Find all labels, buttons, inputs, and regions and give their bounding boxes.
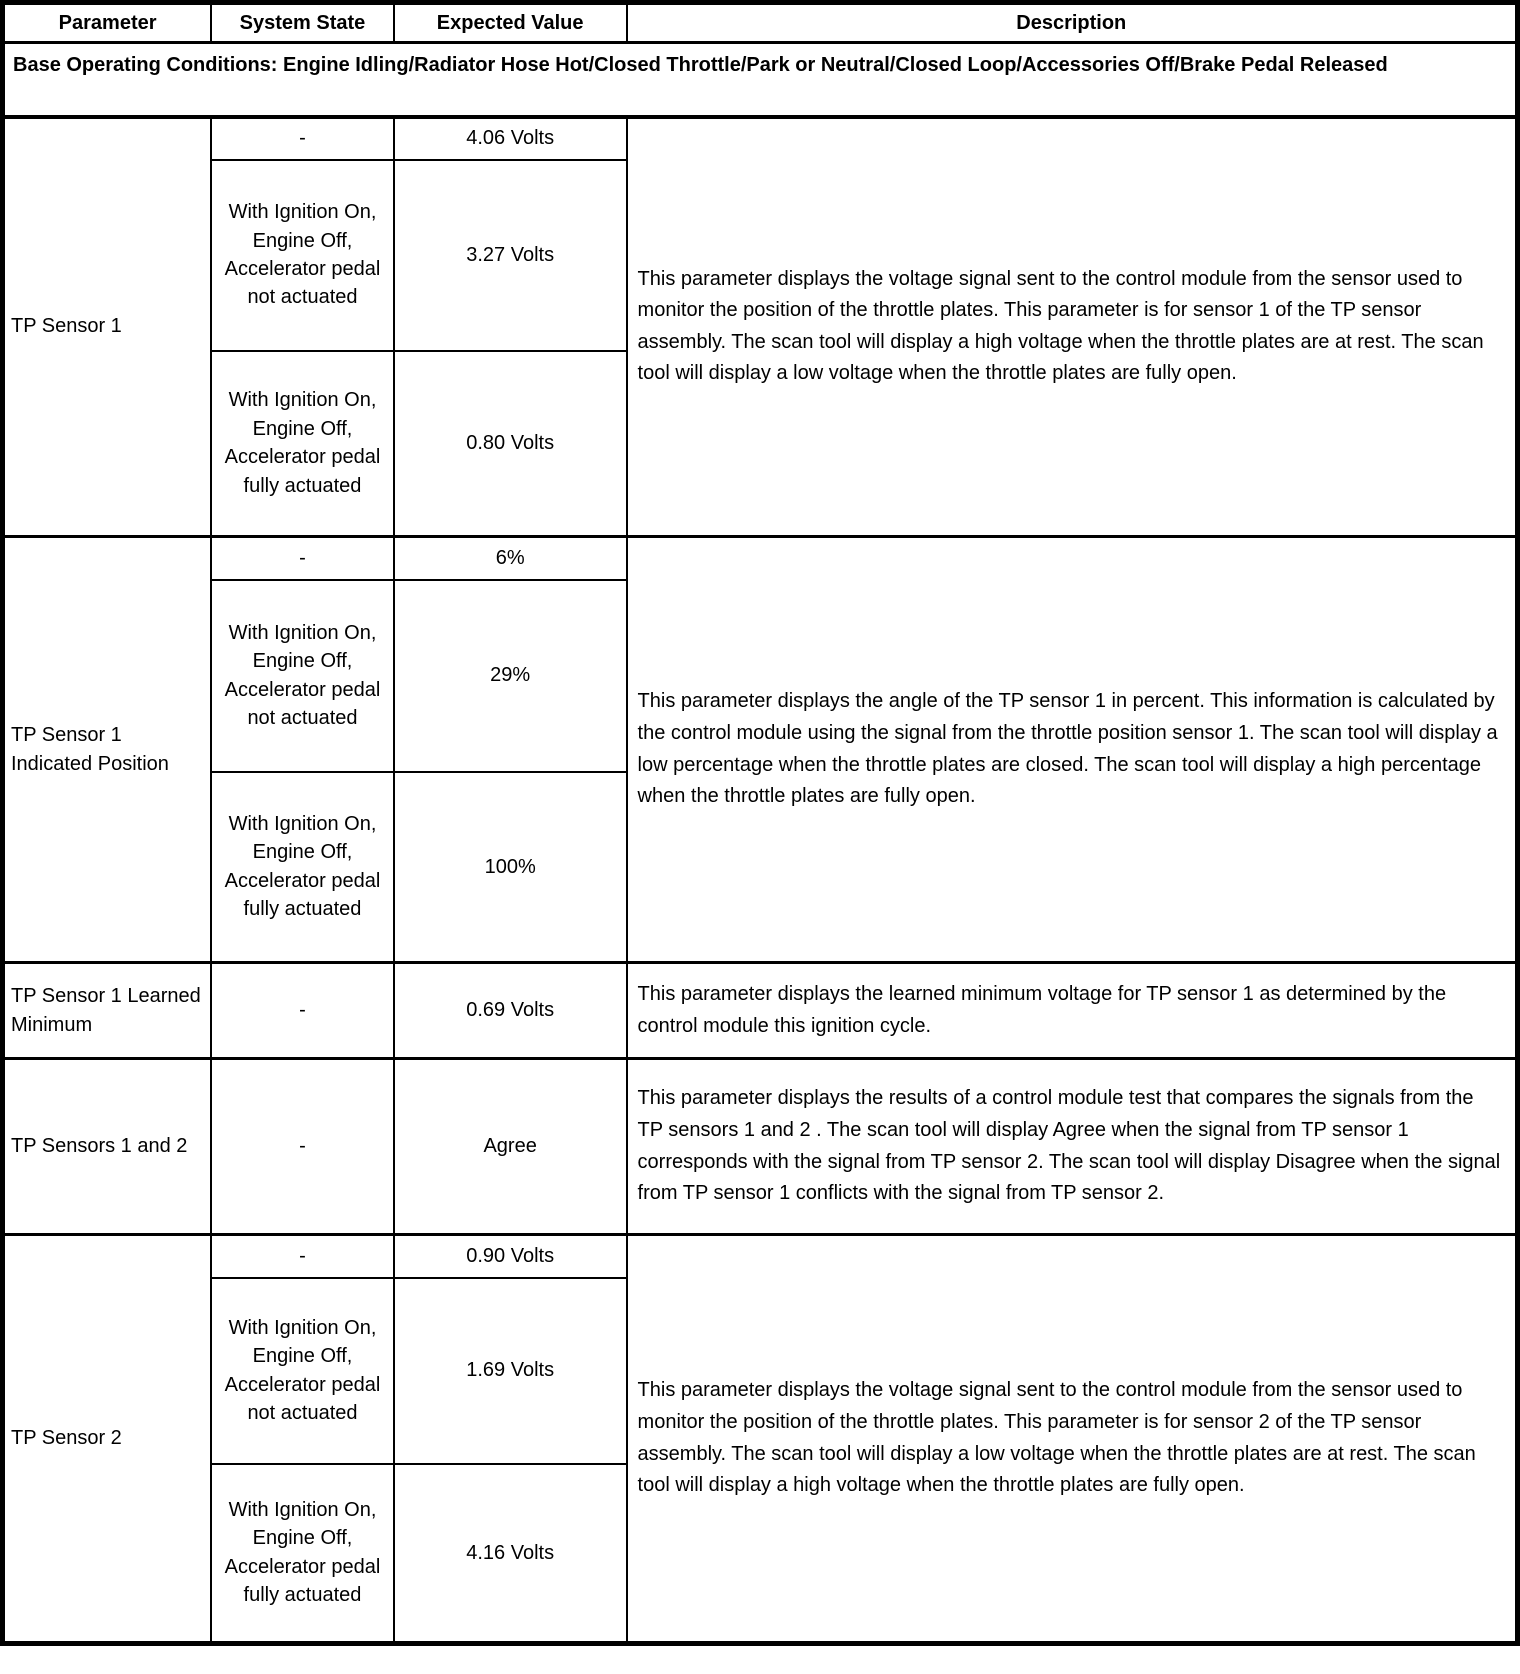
- description-cell: This parameter displays the voltage signal sent to the control module from the sensor used to monitor the position of the throttle plates. This parameter is for sensor 1 of the TP sensor assembly. The scan tool will display a high voltage when the throttle plates are at rest. The scan tool will display a low voltage when the throttle plates are fully open.: [627, 117, 1518, 537]
- description-cell: This parameter displays the learned minimum voltage for TP sensor 1 as determined by the control module this ignition cycle.: [627, 963, 1518, 1059]
- expected-value-cell: 100%: [394, 772, 627, 963]
- expected-value-cell: 29%: [394, 580, 627, 772]
- system-state-cell: -: [211, 117, 394, 160]
- system-state-cell: With Ignition On, Engine Off, Accelerator pedal not actuated: [211, 580, 394, 772]
- expected-value-cell: 3.27 Volts: [394, 160, 627, 351]
- col-header-expected-value: Expected Value: [394, 3, 627, 43]
- table-header-row: [3, 3, 1518, 43]
- expected-value-cell: 4.06 Volts: [394, 117, 627, 160]
- system-state-cell: With Ignition On, Engine Off, Accelerator pedal fully actuated: [211, 351, 394, 537]
- expected-value-cell: 0.80 Volts: [394, 351, 627, 537]
- base-operating-conditions-text: Base Operating Conditions: Engine Idling/Radiator Hose Hot/Closed Throttle/Park or Neutral/Closed Loop/Accessories Off/Brake Pedal Released: [3, 43, 1518, 117]
- system-state-cell: With Ignition On, Engine Off, Accelerator pedal not actuated: [211, 1278, 394, 1464]
- parameter-cell: TP Sensor 1 Indicated Position: [3, 537, 212, 963]
- table-row: [3, 537, 1518, 580]
- system-state-cell: -: [211, 537, 394, 580]
- base-operating-conditions-row: [3, 43, 1518, 117]
- table-row: [3, 963, 1518, 1059]
- expected-value-cell: 0.90 Volts: [394, 1235, 627, 1278]
- col-header-system-state: System State: [211, 3, 394, 43]
- col-header-parameter: Parameter: [3, 3, 212, 43]
- expected-value-cell: 6%: [394, 537, 627, 580]
- expected-value-cell: 0.69 Volts: [394, 963, 627, 1059]
- system-state-cell: With Ignition On, Engine Off, Accelerator pedal fully actuated: [211, 772, 394, 963]
- parameter-cell: TP Sensors 1 and 2: [3, 1059, 212, 1235]
- system-state-cell: -: [211, 1059, 394, 1235]
- table-row: [3, 117, 1518, 160]
- system-state-cell: -: [211, 963, 394, 1059]
- description-cell: This parameter displays the angle of the TP sensor 1 in percent. This information is calculated by the control module using the signal from the throttle position sensor 1. The scan tool will display a low percentage when the throttle plates are closed. The scan tool will display a high percentage when the throttle plates are fully open.: [627, 537, 1518, 963]
- parameter-cell: TP Sensor 1: [3, 117, 212, 537]
- description-cell: This parameter displays the results of a control module test that compares the signals from the TP sensors 1 and 2 . The scan tool will display Agree when the signal from TP sensor 1 corresponds with the signal from TP sensor 2. The scan tool will display Disagree when the signal from TP sensor 1 conflicts with the signal from TP sensor 2.: [627, 1059, 1518, 1235]
- parameter-cell: TP Sensor 1 Learned Minimum: [3, 963, 212, 1059]
- table-row: [3, 1059, 1518, 1235]
- col-header-description: Description: [627, 3, 1518, 43]
- expected-value-cell: 4.16 Volts: [394, 1464, 627, 1644]
- expected-value-cell: 1.69 Volts: [394, 1278, 627, 1464]
- system-state-cell: -: [211, 1235, 394, 1278]
- system-state-cell: With Ignition On, Engine Off, Accelerator pedal fully actuated: [211, 1464, 394, 1644]
- description-cell: This parameter displays the voltage signal sent to the control module from the sensor used to monitor the position of the throttle plates. This parameter is for sensor 2 of the TP sensor assembly. The scan tool will display a low voltage when the throttle plates are at rest. The scan tool will display a high voltage when the throttle plates are fully open.: [627, 1235, 1518, 1644]
- table-row: [3, 1235, 1518, 1278]
- expected-value-cell: Agree: [394, 1059, 627, 1235]
- parameter-cell: TP Sensor 2: [3, 1235, 212, 1644]
- system-state-cell: With Ignition On, Engine Off, Accelerator pedal not actuated: [211, 160, 394, 351]
